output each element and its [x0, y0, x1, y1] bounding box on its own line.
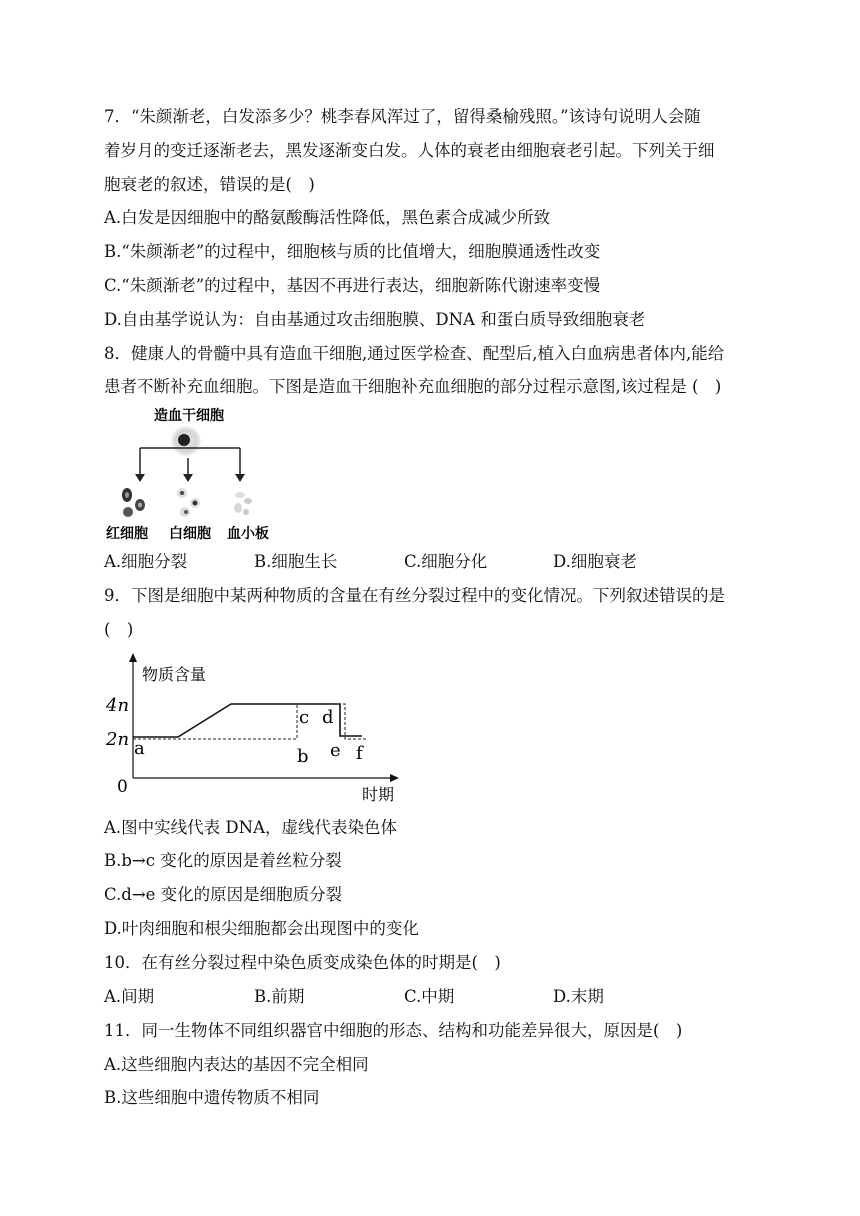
q7-stem-line-2: 着岁月的变迁逐渐老去，黑发逐渐变白发。人体的衰老由细胞衰老引起。下列关于细: [104, 141, 715, 160]
q7-option-b: B.“朱颜渐老”的过程中，细胞核与质的比值增大，细胞膜通透性改变: [104, 242, 601, 261]
white-blood-cell-label: 白细胞: [169, 526, 211, 542]
q9-option-c: C.d→e 变化的原因是细胞质分裂: [104, 885, 343, 904]
stem-cell-figure: [100, 402, 290, 544]
point-label-b: b: [297, 746, 309, 767]
q9-option-a: A.图中实线代表 DNA，虚线代表染色体: [104, 818, 397, 837]
stem-cell-label: 造血干细胞: [154, 408, 224, 424]
q8-option-a: A.细胞分裂: [104, 552, 188, 571]
platelet-image: [234, 492, 252, 515]
q8-stem-line-2: 患者不断补充血细胞。下图是造血干细胞补充血细胞的部分过程示意图,该过程是 ( ): [104, 377, 722, 396]
content-graph: [100, 650, 410, 808]
q9-option-d: D.叶肉细胞和根尖细胞都会出现图中的变化: [104, 919, 419, 938]
q8-option-b: B.细胞生长: [254, 552, 338, 571]
q7-option-d: D.自由基学说认为：自由基通过攻击细胞膜、DNA 和蛋白质导致细胞衰老: [104, 310, 646, 329]
q10-stem: 10．在有丝分裂过程中染色质变成染色体的时期是( ): [104, 953, 501, 972]
red-blood-cell-image: [122, 488, 145, 517]
x-axis-label: 时期: [362, 785, 395, 804]
point-label-e: e: [330, 740, 341, 761]
q7-option-a: A.白发是因细胞中的酪氨酸酶活性降低，黑色素合成减少所致: [104, 208, 551, 227]
y-tick-2n: 2n: [106, 729, 130, 750]
q10-option-d: D.末期: [553, 987, 604, 1006]
point-label-c: c: [299, 707, 310, 728]
red-blood-cell-label: 红细胞: [106, 526, 148, 542]
y-axis-label: 物质含量: [142, 665, 207, 684]
q7-stem-line-1: 7．“朱颜渐老，白发添多少？桃李春风浑过了，留得桑榆残照。”该诗句说明人会随: [104, 107, 701, 126]
q9-stem-line-2: ( ): [104, 620, 134, 639]
q9-option-b: B.b→c 变化的原因是着丝粒分裂: [104, 851, 342, 870]
white-blood-cell-image: [177, 488, 200, 517]
point-label-a: a: [134, 738, 145, 759]
q8-option-d: D.细胞衰老: [553, 552, 637, 571]
q8-option-c: C.细胞分化: [404, 552, 488, 571]
q9-stem-line-1: 9．下图是细胞中某两种物质的含量在有丝分裂过程中的变化情况。下列叙述错误的是: [104, 586, 725, 605]
q10-option-c: C.中期: [404, 987, 455, 1006]
point-label-d: d: [322, 707, 334, 728]
platelet-label: 血小板: [227, 526, 269, 542]
q11-option-a: A.这些细胞内表达的基因不完全相同: [104, 1055, 369, 1074]
q8-stem-line-1: 8．健康人的骨髓中具有造血干细胞,通过医学检查、配型后,植入白血病患者体内,能给: [104, 344, 725, 363]
y-tick-4n: 4n: [106, 695, 130, 716]
q7-option-c: C.“朱颜渐老”的过程中，基因不再进行表达，细胞新陈代谢速率变慢: [104, 276, 601, 295]
origin-label: 0: [117, 777, 128, 797]
q11-option-b: B.这些细胞中遗传物质不相同: [104, 1088, 320, 1107]
q11-stem: 11．同一生物体不同组织器官中细胞的形态、结构和功能差异很大，原因是( ): [104, 1021, 683, 1040]
q7-stem-line-3: 胞衰老的叙述，错误的是( ): [104, 175, 315, 194]
point-label-f: f: [356, 743, 363, 764]
q10-option-a: A.间期: [104, 987, 155, 1006]
q10-option-b: B.前期: [254, 987, 305, 1006]
